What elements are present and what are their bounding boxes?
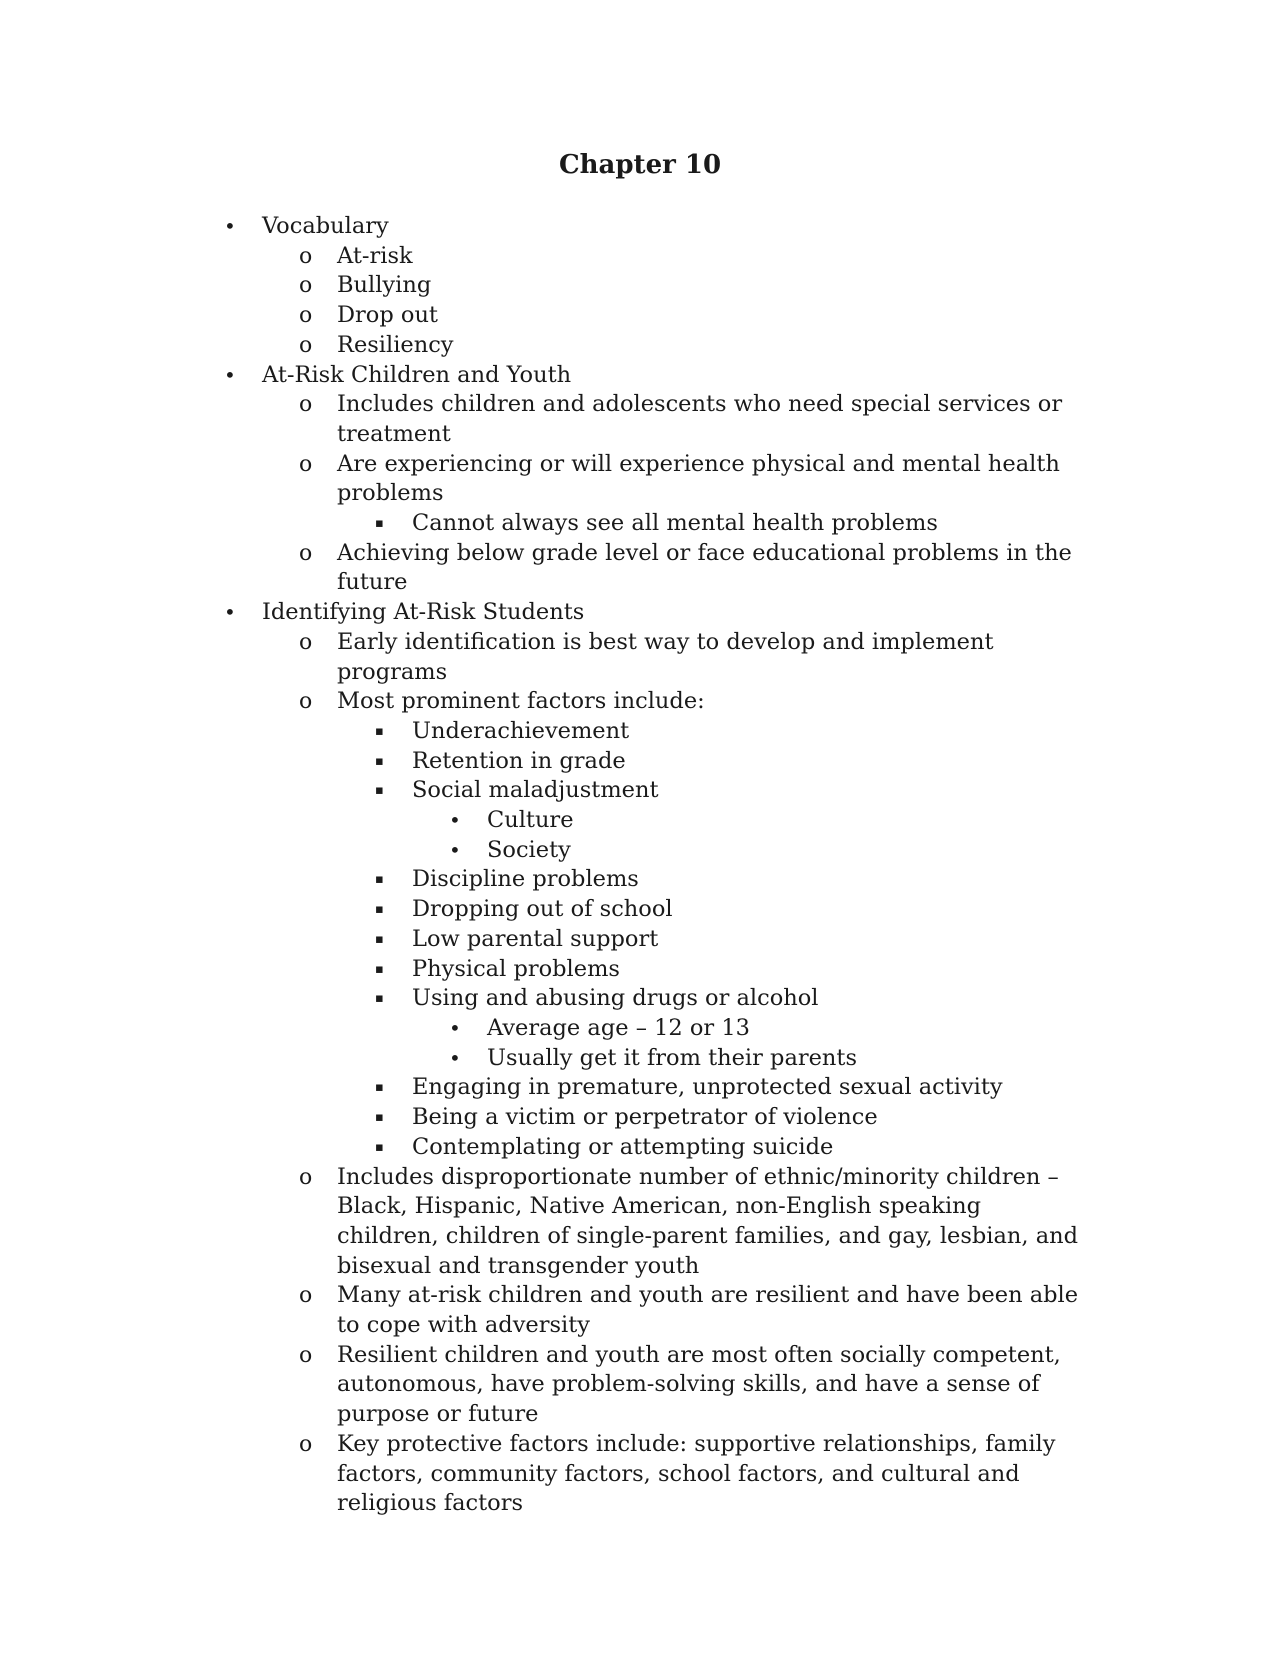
bullet-marker-level-3: ▪ [375, 753, 384, 769]
outline-item-text: Early identification is best way to develop and implement programs [337, 628, 994, 685]
outline-item-text: Key protective factors include: supportive relationships, family factors, community factors, school factors, and cultural and religious factors [337, 1430, 1056, 1517]
bullet-marker-level-2: o [299, 1431, 313, 1457]
bullet-marker-level-3: ▪ [375, 783, 384, 799]
outline-item-text: Discipline problems [412, 866, 639, 893]
bullet-marker-level-1: • [224, 214, 236, 238]
outline-item-level-3 [0, 895, 1082, 925]
bullet-marker-level-4: • [449, 1045, 461, 1070]
bullet-marker-level-2: o [299, 1283, 313, 1309]
outline-item-text: Usually get it from their parents [487, 1044, 858, 1071]
bullet-marker-level-4: • [449, 808, 461, 833]
outline-item-text: Includes disproportionate number of ethnic/minority children – Black, Hispanic, Native American, non-English speaking children, children of single-parent families, and gay, lesbian, and bisexual and transgender youth [337, 1163, 1079, 1279]
bullet-marker-level-3: ▪ [375, 1080, 384, 1096]
outline-item-text: Dropping out of school [412, 896, 673, 923]
bullet-marker-level-2: o [299, 243, 313, 269]
outline-item-level-2 [0, 1341, 1082, 1430]
outline-item-level-1 [0, 212, 1082, 242]
outline-item-level-3 [0, 984, 1082, 1014]
outline-item-text: Many at-risk children and youth are resilient and have been able to cope with adversity [337, 1282, 1079, 1339]
outline-item-text: Retention in grade [412, 747, 626, 774]
outline-item-text: Resiliency [337, 331, 454, 358]
outline-item-level-3 [0, 925, 1082, 955]
bullet-marker-level-2: o [299, 1342, 313, 1368]
outline-item-level-3 [0, 955, 1082, 985]
bullet-marker-level-3: ▪ [375, 872, 384, 888]
outline-item-text: Using and abusing drugs or alcohol [412, 985, 819, 1012]
outline-item-text: At-Risk Children and Youth [262, 361, 572, 388]
bullet-marker-level-2: o [299, 273, 313, 299]
outline-item-level-3 [0, 865, 1082, 895]
outline-item-level-2 [0, 331, 1082, 361]
outline-item-text: Drop out [337, 302, 438, 329]
bullet-marker-level-2: o [299, 1164, 313, 1190]
bullet-marker-level-2: o [299, 332, 313, 358]
outline-item-level-3 [0, 1073, 1082, 1103]
outline-item-text: Cannot always see all mental health problems [412, 510, 938, 537]
outline-item-text: Physical problems [412, 955, 620, 982]
outline-item-level-3 [0, 1103, 1082, 1133]
outline-item-text: At-risk [337, 242, 413, 269]
outline-item-level-1 [0, 361, 1082, 391]
bulleted-outline [0, 212, 1280, 1519]
outline-item-text: Achieving below grade level or face educational problems in the future [337, 539, 1072, 596]
bullet-marker-level-4: • [449, 1015, 461, 1040]
bullet-marker-level-3: ▪ [375, 961, 384, 977]
outline-item-text: Social maladjustment [412, 777, 659, 804]
outline-item-level-2 [0, 450, 1082, 509]
outline-item-text: Contemplating or attempting suicide [412, 1133, 834, 1160]
outline-item-level-2 [0, 242, 1082, 272]
outline-item-level-3 [0, 1133, 1082, 1163]
outline-item-level-4 [0, 1044, 1082, 1074]
bullet-marker-level-4: • [449, 837, 461, 862]
page-title: Chapter 10 [558, 150, 722, 180]
outline-item-level-4 [0, 806, 1082, 836]
outline-item-level-3 [0, 717, 1082, 747]
bullet-marker-level-3: ▪ [375, 1110, 384, 1126]
outline-item-text: Being a victim or perpetrator of violence [412, 1104, 878, 1131]
outline-item-text: Are experiencing or will experience physical and mental health problems [337, 450, 1060, 507]
bullet-marker-level-3: ▪ [375, 723, 384, 739]
bullet-marker-level-2: o [299, 540, 313, 566]
outline-item-text: Underachievement [412, 717, 630, 744]
bullet-marker-level-3: ▪ [375, 991, 384, 1007]
outline-item-text: Resilient children and youth are most often socially competent, autonomous, have problem-solving skills, and have a sense of purpose or future [337, 1341, 1061, 1428]
outline-item-level-3 [0, 776, 1082, 806]
bullet-marker-level-2: o [299, 392, 313, 418]
bullet-marker-level-2: o [299, 451, 313, 477]
outline-item-level-3 [0, 747, 1082, 777]
bullet-marker-level-3: ▪ [375, 931, 384, 947]
outline-item-text: Vocabulary [262, 213, 389, 239]
outline-item-text: Culture [487, 807, 574, 834]
outline-item-level-3 [0, 509, 1082, 539]
outline-item-text: Most prominent factors include: [337, 688, 705, 715]
outline-item-level-2 [0, 1430, 1082, 1519]
outline-item-text: Engaging in premature, unprotected sexual activity [412, 1074, 1003, 1101]
bullet-marker-level-2: o [299, 689, 313, 715]
outline-item-text: Includes children and adolescents who need special services or treatment [337, 391, 1063, 447]
bullet-marker-level-3: ▪ [375, 516, 384, 532]
outline-item-level-2 [0, 271, 1082, 301]
outline-item-text: Average age – 12 or 13 [487, 1014, 750, 1041]
outline-item-level-2 [0, 539, 1082, 598]
outline-item-level-4 [0, 836, 1082, 866]
outline-item-level-2 [0, 1163, 1082, 1282]
bullet-marker-level-1: • [224, 362, 236, 387]
bullet-marker-level-2: o [299, 303, 313, 329]
bullet-marker-level-3: ▪ [375, 902, 384, 918]
outline-item-text: Identifying At-Risk Students [262, 599, 585, 626]
bullet-marker-level-1: • [224, 600, 236, 625]
outline-item-level-2 [0, 628, 1082, 687]
outline-item-level-2 [0, 687, 1082, 717]
outline-item-text: Bullying [337, 272, 432, 299]
outline-item-text: Low parental support [412, 925, 659, 952]
outline-item-level-1 [0, 598, 1082, 628]
outline-item-level-2 [0, 390, 1082, 449]
outline-item-text: Society [487, 836, 571, 863]
bullet-marker-level-2: o [299, 629, 313, 655]
outline-item-level-4 [0, 1014, 1082, 1044]
outline-item-level-2 [0, 1281, 1082, 1340]
bullet-marker-level-3: ▪ [375, 1139, 384, 1155]
outline-item-level-2 [0, 301, 1082, 331]
